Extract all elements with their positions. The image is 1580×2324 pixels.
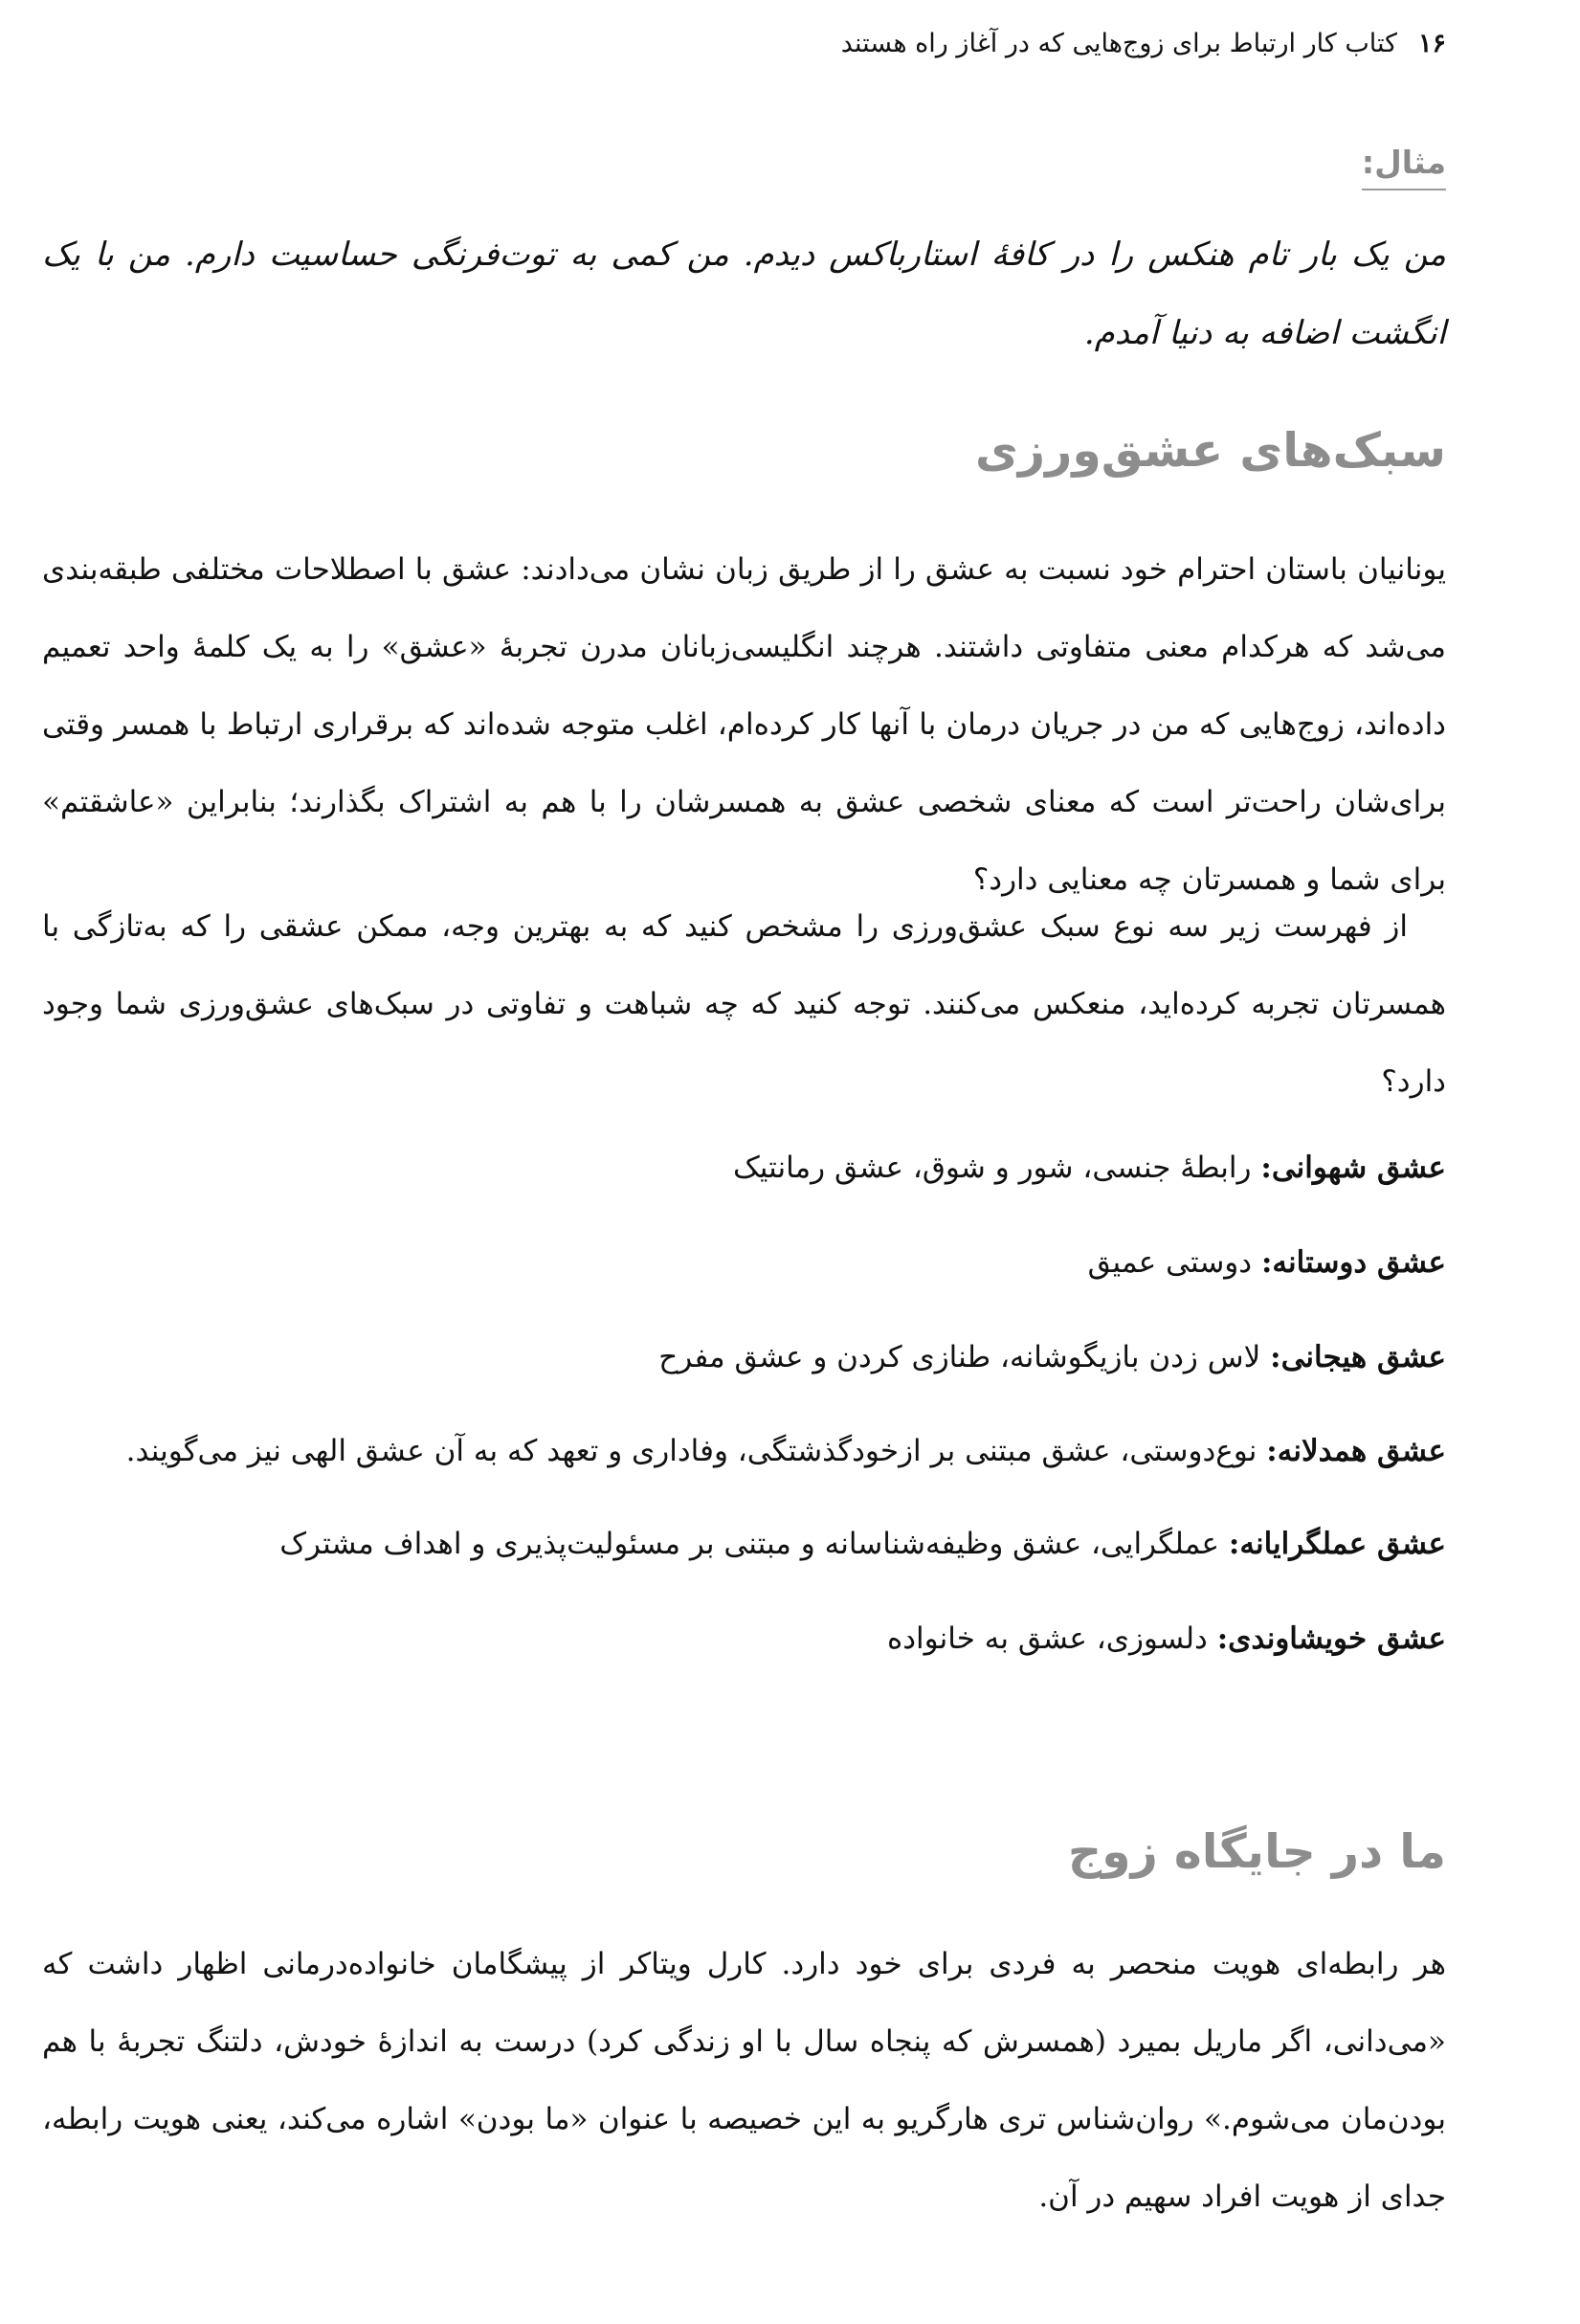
- example-label: مثال:: [1362, 144, 1446, 190]
- paragraph-love-styles-intro: یونانیان باستان احترام خود نسبت به عشق را از طریق زبان نشان می‌دادند: عشق با اصطلاحات مختلفی طبقه‌بندی می‌شد که هرکدام معنی متفاوتی داشتند. هرچند انگلیسی‌زبانان مدرن تجربۀ «عشق» را به یک کلمۀ واحد تعمیم داده‌اند، زوج‌هایی که من در جریان درمان با آنها کار کرده‌ام، اغلب متوجه شده‌اند که برقراری ارتباط با همسر وقتی برای‌شان راحت‌تر است که معنای شخصی عشق به همسرشان را با هم به اشتراک بگذارند؛ بنابراین «عاشقتم» برای شما و همسرتان چه معنایی دارد؟: [42, 552, 1446, 897]
- section-heading-love-styles: سبک‌های عشق‌ورزی: [975, 423, 1446, 478]
- example-text: من یک بار تام هنکس را در کافۀ استارباکس دیدم. من کمی به توت‌فرنگی حساسیت دارم. من با یک انگشت اضافه به دنیا آمدم.: [42, 235, 1446, 352]
- love-types-list: [42, 1129, 1446, 1695]
- list-item: [42, 1600, 1446, 1678]
- love-type-description: عملگرایی، عشق وظیفه‌شناسانه و مبتنی بر مسئولیت‌پذیری و اهداف مشترک: [279, 1527, 1220, 1561]
- paragraph-couple-identity: هر رابطه‌ای هویت منحصر به فردی برای خود دارد. کارل ویتاکر از پیشگامان خانواده‌درمانی اظهار داشت که «می‌دانی، اگر ماریل بمیرد (همسرش که پنجاه سال با او زندگی کرد) درست به اندازۀ خودش، دلتنگ تجربۀ با هم بودن‌مان می‌شوم.» روان‌شناس تری هارگریو به این خصیصه با عنوان «ما بودن» اشاره می‌کند، یعنی هویت رابطه، جدای از هویت افراد سهیم در آن.: [42, 1947, 1446, 2214]
- love-type-term: عشق شهوانی:: [1260, 1151, 1446, 1185]
- love-type-term: عشق عملگرایانه:: [1228, 1527, 1446, 1561]
- list-item: [42, 1414, 1446, 1488]
- page-number: ۱۶: [1417, 29, 1446, 58]
- love-type-description: نوع‌دوستی، عشق مبتنی بر ازخودگذشتگی، وفاداری و تعهد که به آن عشق الهی نیز می‌گویند.: [125, 1434, 1257, 1468]
- love-type-description: دوستی عمیق: [1087, 1245, 1253, 1280]
- list-item: [42, 1506, 1446, 1583]
- love-type-description: رابطۀ جنسی، شور و شوق، عشق رمانتیک: [733, 1151, 1252, 1185]
- paragraph-love-styles-instructions: از فهرست زیر سه نوع سبک عشق‌ورزی را مشخص کنید که به بهترین وجه، ممکن عشقی را که به‌تازگی با همسرتان تجربه کرده‌اید، منعکس می‌کنند. توجه کنید که چه شباهت و تفاوتی در سبک‌های عشق‌ورزی شما وجود دارد؟: [42, 909, 1446, 1099]
- list-item: [42, 1129, 1446, 1207]
- section-heading-couple: ما در جایگاه زوج: [1067, 1824, 1446, 1879]
- book-title: کتاب کار ارتباط برای زوج‌هایی که در آغاز راه هستند: [840, 29, 1397, 58]
- love-type-term: عشق خویشاوندی:: [1216, 1621, 1446, 1656]
- love-type-description: لاس زدن بازیگوشانه، طنازی کردن و عشق مفرح: [658, 1340, 1261, 1374]
- list-item: [42, 1319, 1446, 1397]
- love-type-term: عشق دوستانه:: [1260, 1245, 1446, 1280]
- list-item: [42, 1224, 1446, 1302]
- love-type-term: عشق همدلانه:: [1266, 1434, 1446, 1468]
- love-type-description: دلسوزی، عشق به خانواده: [886, 1621, 1208, 1656]
- running-head: [841, 25, 1446, 63]
- example-box: [42, 144, 1446, 372]
- love-type-term: عشق هیجانی:: [1270, 1340, 1446, 1374]
